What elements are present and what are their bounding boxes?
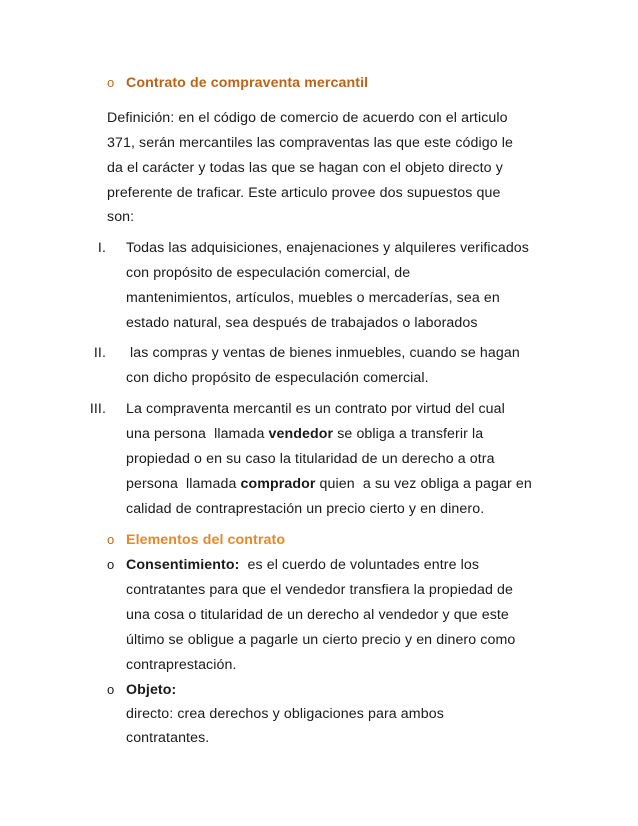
list-item-line: propiedad o en su caso la titularidad de un derecho a otra xyxy=(126,451,495,467)
label-objeto: Objeto: xyxy=(126,682,177,698)
bullet-marker: o xyxy=(107,682,115,697)
text-run: una persona llamada xyxy=(126,426,269,442)
text-run: es el cuerdo de voluntades entre los xyxy=(239,557,480,573)
term-vendedor: vendedor xyxy=(268,426,334,442)
consentimiento-line: último se obligue a pagarle un cierto precio y en dinero como xyxy=(126,632,516,648)
definition-line: son: xyxy=(107,209,135,225)
list-numeral: III. xyxy=(89,401,106,417)
list-item-line: las compras y ventas de bienes inmuebles, cuando se hagan xyxy=(126,345,520,361)
list-item-line: con propósito de especulación comercial, de xyxy=(126,265,411,281)
section-title-elementos: Elementos del contrato xyxy=(126,532,286,548)
text-run: quien a su vez obliga a pagar en xyxy=(315,476,532,492)
section-title-contrato: Contrato de compraventa mercantil xyxy=(126,75,369,91)
list-item-line: estado natural, sea después de trabajados o laborados xyxy=(126,315,478,331)
list-item-line: La compraventa mercantil es un contrato por virtud del cual xyxy=(126,401,505,417)
list-item-line xyxy=(126,424,483,444)
text-run: persona llamada xyxy=(126,476,241,492)
list-item-line: mantenimientos, artículos, muebles o mercaderías, sea en xyxy=(126,290,500,306)
list-item-line: Todas las adquisiciones, enajenaciones y alquileres verificados xyxy=(126,240,529,256)
term-comprador: comprador xyxy=(240,476,316,492)
objeto-line: directo: crea derechos y obligaciones para ambos xyxy=(126,706,444,722)
definition-line: Definición: en el código de comercio de acuerdo con el articulo xyxy=(107,110,508,126)
consentimiento-line: una cosa o titularidad de un derecho al vendedor y que este xyxy=(126,607,509,623)
list-numeral: II. xyxy=(93,345,106,361)
bullet-marker: o xyxy=(107,557,115,572)
bullet-marker: o xyxy=(107,75,115,90)
definition-line: preferente de traficar. Este articulo provee dos supuestos que xyxy=(107,185,501,201)
bullet-marker: o xyxy=(107,532,115,547)
objeto-line: contratantes. xyxy=(126,730,210,746)
label-consentimiento: Consentimiento: xyxy=(126,557,240,573)
list-item-line: con dicho propósito de especulación comercial. xyxy=(126,370,429,386)
consentimiento-line: contraprestación. xyxy=(126,657,237,673)
definition-line: 371, serán mercantiles las compraventas las que este código le xyxy=(107,135,514,151)
definition-line: da el carácter y todas las que se hagan con el objeto directo y xyxy=(107,160,503,176)
list-numeral: I. xyxy=(97,240,106,256)
consentimiento-line xyxy=(126,555,479,575)
list-item-line: calidad de contraprestación un precio cierto y en dinero. xyxy=(126,501,485,517)
list-item-line xyxy=(126,474,532,494)
text-run: se obliga a transferir la xyxy=(333,426,484,442)
consentimiento-line: contratantes para que el vendedor transfiera la propiedad de xyxy=(126,582,513,598)
